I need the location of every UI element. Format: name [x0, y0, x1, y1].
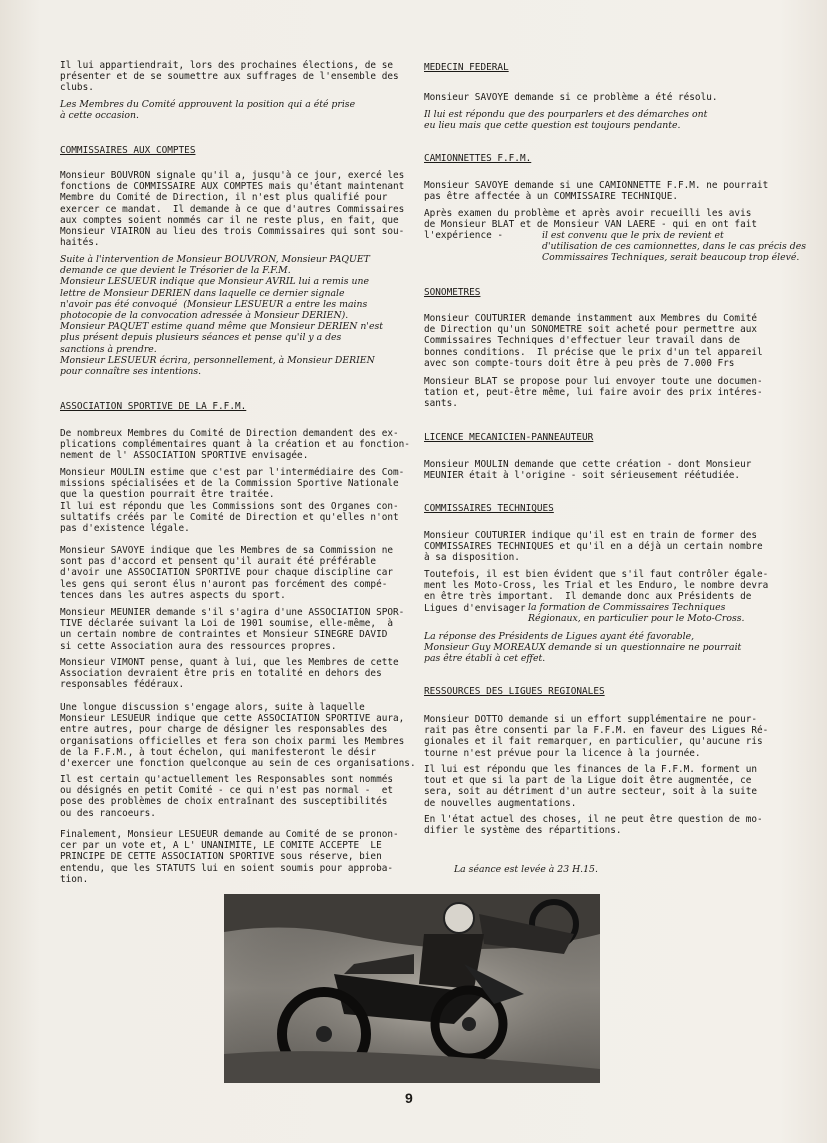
paragraph-dotto: Monsieur DOTTO demande si un effort supplémentaire ne pour- rait pas être consenti par la F.F.M. en faveur des Ligues Ré- gionales et il fait remarquer, en particulier, qu'aucune ris tourne n'est prévue pour la licence à la journée.: [424, 714, 769, 759]
paragraph-bouvron: Monsieur BOUVRON signale qu'il a, jusqu'à ce jour, exercé les fonctions de COMMISSAIRE AUX COMPTES mais qu'étant maintenant Membre du Comité de Direction, il n'est plus qualifié pour exercer ce mandat. Il demande à ce que d'autres Commissaires aux comptes soient nommés car il ne reste plus, en fait, que Monsieur VIAIRON au lieu des trois Commissaires qui sont sou- haités.: [60, 170, 405, 249]
paragraph-formation-regionaux: la formation de Commissaires Techniques Régionaux, en particulier pour le Moto-Cross.: [528, 602, 745, 625]
paragraph-couturier-sonometre: Monsieur COUTURIER demande instamment aux Membres du Comité de Direction qu'un SONOMETRE soit acheté pour permettre aux Commissaires Techniques d'effectuer leur travail dans de bonnes conditions. Il précise que le prix d'un tel appareil avec son compte-tours doit être à peu près de 7.000 Frs: [424, 313, 763, 369]
paragraph-couturier-former: Monsieur COUTURIER indique qu'il est en train de former des COMMISSAIRES TECHNIQUES et qu'il en a déjà un certain nombre à sa disposition.: [424, 530, 763, 564]
paragraph-responsables: Il est certain qu'actuellement les Responsables sont nommés ou désignés en petit Comité - ce qui n'est pas normal - et pose des problèmes de choix entraînant des susceptibilités ou des rancoeurs.: [60, 774, 394, 819]
paragraph-finances: Il lui est répondu que les finances de la F.F.M. forment un tout et que si la part de la Ligue doit être augmentée, ce sera, soit au détriment d'un autre secteur, soit à la suite de nouvelles augmentations.: [424, 764, 758, 809]
paragraph-moulin-licence: Monsieur MOULIN demande que cette création - dont Monsieur MEUNIER était à l'origine - soit sérieusement réétudiée.: [424, 459, 752, 482]
paragraph-elections: Il lui appartiendrait, lors des prochaines élections, de se présenter et de se soumettre aux suffrages de l'ensemble des clubs.: [60, 60, 399, 94]
heading-sonometres: SONOMETRES: [424, 287, 481, 298]
heading-licence-mecanicien: LICENCE MECANICIEN-PANNEAUTEUR: [424, 432, 594, 443]
paragraph-repartitions: En l'état actuel des choses, il ne peut être question de mo- difier le système des répartitions.: [424, 814, 763, 837]
paragraph-pourparlers: Il lui est répondu que des pourparlers et des démarches ont eu lieu mais que cette question est toujours pendante.: [424, 109, 708, 132]
paragraph-explications: De nombreux Membres du Comité de Direction demandent des ex- plications complémentaires quant à la création et au fonction- nement de l' ASSOCIATION SPORTIVE envisagée.: [60, 428, 410, 462]
heading-commissaires-aux-comptes: COMMISSAIRES AUX COMPTES: [60, 145, 196, 156]
motocross-illustration: [224, 894, 600, 1083]
paragraph-meunier: Monsieur MEUNIER demande s'il s'agira d'une ASSOCIATION SPOR- TIVE déclarée suivant la Loi de 1901 soumise, elle-même, à un certain nombre de contraintes et Monsieur SINEGRE DAVID si cette Association aura des ressources propres.: [60, 607, 405, 652]
paragraph-examen: Après examen du problème et après avoir recueilli les avis de Monsieur BLAT et de Monsieur VAN LAERE - qui en ont fait l'expérience -: [424, 208, 758, 242]
heading-ressources-ligues: RESSOURCES DES LIGUES REGIONALES: [424, 686, 605, 697]
paragraph-prix-revient: il est convenu que le prix de revient et d'utilisation de ces camionnettes, dans le cas précis des Commissaires Techniques, serait beaucoup trop élevé.: [542, 230, 806, 264]
motocross-photo: [224, 894, 600, 1083]
paragraph-toutefois: Toutefois, il est bien évident que s'il faut contrôler égale- ment les Moto-Cross, les Trial et les Enduro, le nombre devra en être très important. Il demande donc aux Présidents de Ligues d'envisager: [424, 569, 769, 614]
closing-line: La séance est levée à 23 H.15.: [454, 864, 598, 875]
paragraph-vote: Finalement, Monsieur LESUEUR demande au Comité de se pronon- cer par un vote et, A L' UNANIMITE, LE COMITE ACCEPTE LE PRINCIPE DE CETTE ASSOCIATION SPORTIVE sous réserve, bien entendu, que les STATUTS lui en soient soumis pour approba- tion.: [60, 829, 399, 885]
paragraph-vimont: Monsieur VIMONT pense, quant à lui, que les Membres de cette Association devraient être pris en totalité en dehors des responsables fédéraux.: [60, 657, 399, 691]
heading-commissaires-techniques: COMMISSAIRES TECHNIQUES: [424, 503, 554, 514]
paragraph-reponse-presidents: La réponse des Présidents de Ligues ayant été favorable, Monsieur Guy MOREAUX demande si un questionnaire ne pourrait pas être établi à cet effet.: [424, 631, 742, 665]
heading-association-sportive: ASSOCIATION SPORTIVE DE LA F.F.M.: [60, 401, 247, 412]
paragraph-discussion: Une longue discussion s'engage alors, suite à laquelle Monsieur LESUEUR indique que cette ASSOCIATION SPORTIVE aura, entre autres, pour charge de désigner les responsables des organisations officielles et fera son choix parmi les Membres de la F.F.M., à tout échelon, qui manifesteront le désir d'exercer une fonction quelconque au sein de ces organisations.: [60, 702, 416, 770]
heading-medecin-federal: MEDECIN FEDERAL: [424, 62, 509, 73]
paragraph-camionnette-request: Monsieur SAVOYE demande si une CAMIONNETTE F.F.M. ne pourrait pas être affectée à un COMMISSAIRE TECHNIQUE.: [424, 180, 769, 203]
paragraph-tresorier: Suite à l'intervention de Monsieur BOUVRON, Monsieur PAQUET demande ce que devient le Trésorier de la F.F.M. Monsieur LESUEUR indique que Monsieur AVRIL lui a remis une lettre de Monsieur DERIEN dans laquelle ce dernier signale n'avoir pas été convoqué (Monsieur LESUEUR a entre les mains photocopie de la convocation adressée à Monsieur DERIEN). Monsieur PAQUET estime quand même que Monsieur DERIEN n'est plus présent depuis plusieurs séances et pense qu'il y a des sanctions à prendre. Monsieur LESUEUR écrira, personnellement, à Monsieur DERIEN pour connaître ses intentions.: [60, 254, 383, 378]
heading-camionnettes: CAMIONNETTES F.F.M.: [424, 153, 532, 164]
paragraph-savoye: Monsieur SAVOYE indique que les Membres de sa Commission ne sont pas d'accord et pensent qu'il aurait été préférable d'avoir une ASSOCIATION SPORTIVE pour chaque discipline car les gens qui seront élus n'auront pas forcément des compé- tences dans les autres aspects du sport.: [60, 545, 394, 601]
paragraph-savoye-medecin: Monsieur SAVOYE demande si ce problème a été résolu.: [424, 92, 718, 103]
paragraph-moulin: Monsieur MOULIN estime que c'est par l'intermédiaire des Com- missions spécialisées et de la Commission Sportive Nationale que la question pourrait être traitée. Il lui est répondu que les Commissions sont des Organes con- sultatifs créés par le Comité de Direction et qu'elles n'ont pas d'existence légale.: [60, 467, 405, 535]
paragraph-committee-approval: Les Membres du Comité approuvent la position qui a été prise à cette occasion.: [60, 99, 356, 122]
paragraph-blat-documentation: Monsieur BLAT se propose pour lui envoyer toute une documen- tation et, peut-être même, lui faire avoir des prix intéres- sants.: [424, 376, 763, 410]
page-number: 9: [405, 1090, 413, 1106]
